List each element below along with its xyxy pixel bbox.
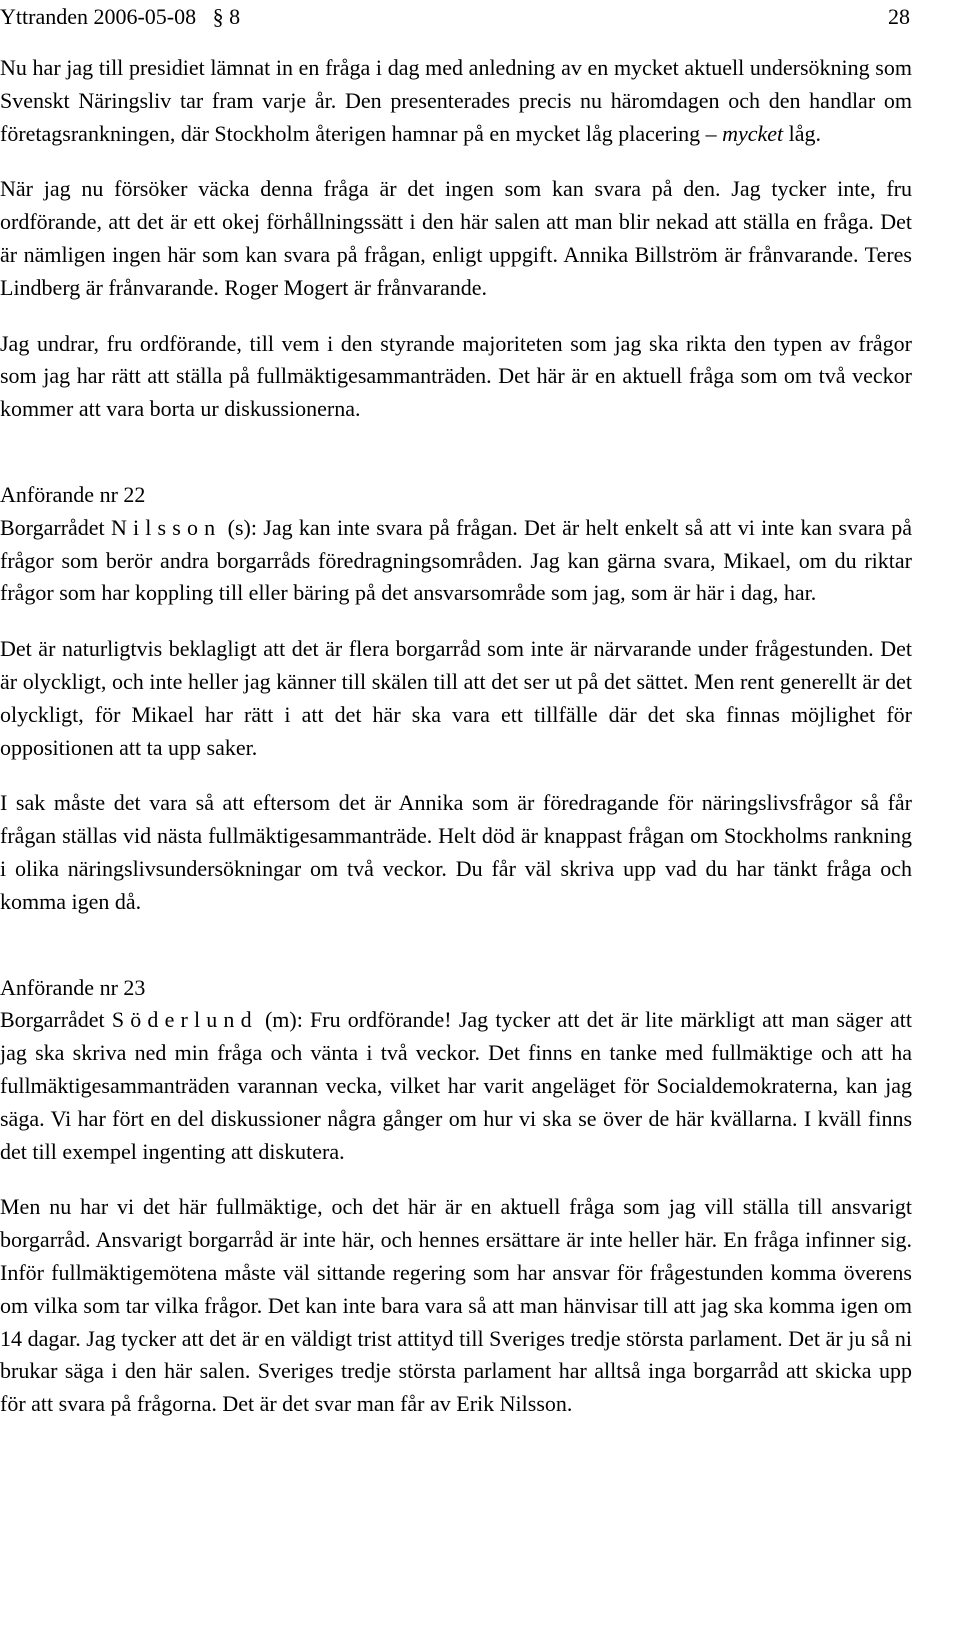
emphasis-text: mycket [722,120,784,146]
paragraph-text: (m): Fru ordförande! Jag tycker att det är lite märkligt att man säger att jag ska skriva ned min fråga och vänta i två veckor. Det finns en tanke med fullmäktige och att ha fullmäktigesammanträden varannan vecka, vilket har varit angeläget för Socialdemokraterna, kan jag säga. Vi har fört en del diskussioner några gånger om hur vi ska se över de här kvällarna. I kväll finns det till exempel ingenting att diskutera. [0,1007,913,1164]
speaker-title: Borgarrådet [0,1007,112,1033]
speech-heading: Anförande nr 23 [0,974,146,1000]
paragraph: När jag nu försöker väcka denna fråga är det ingen som kan svara på den. Jag tycker inte, fru ordförande, att det är ett okej förhållningssätt i den här salen att man blir nekad att ställa en fråga. Det är nämligen ingen här som kan svara på frågan, enligt uppgift. Annika Billström är frånvarande. Teres Lindberg är frånvarande. Roger Mogert är frånvarande. [0,176,912,300]
paragraph: Men nu har vi det här fullmäktige, och det här är en aktuell fråga som jag vill ställa till ansvarigt borgarråd. Ansvarigt borgarråd är inte här, och hennes ersättare är inte heller här. En fråga infinner sig. Inför fullmäktigemötena måste väl sittande regering som har ansvar för frågestunden komma överens om vilka som tar vilka frågor. Det kan inte bara vara så att man hänvisar till att jag ska komma igen om 14 dagar. Jag tycker att det är en väldigt trist attityd till Sveriges tredje största parlament. Det är ju så ni brukar säga i den här salen. Sveriges tredje största parlament har alltså inga borgarråd att skicka upp för att svara på frågorna. Det är det svar man får av Erik Nilsson. [0,1194,912,1417]
paragraph: I sak måste det vara så att eftersom det är Annika som är föredragande för näringslivsfrågor så får frågan ställas vid nästa fullmäktigesammanträde. Helt död är knappast frågan om Stockholms rankning i olika näringslivsundersökningar om två veckor. Du får väl skriva upp vad du har tänkt fråga och komma igen då. [0,790,912,914]
paragraph [0,512,912,610]
speaker-name: Nilsson [110,514,222,540]
page-number: 28 [888,4,910,29]
header-date-section: Yttranden 2006-05-08 § 8 [0,4,241,29]
page-header [0,2,928,32]
paragraph [0,52,912,150]
paragraph [0,1004,912,1168]
paragraph-text: Nu har jag till presidiet lämnat in en fråga i dag med anledning av en mycket aktuell undersökning som Svenskt Näringsliv tar fram varje år. Den presenterades precis nu häromdagen och den handlar om företagsrankningen, där Stockholm återigen hamnar på en mycket låg placering – [0,55,912,146]
document-body [0,52,912,1421]
paragraph-text: låg. [783,120,822,146]
speech-heading: Anförande nr 22 [0,481,146,507]
paragraph: Jag undrar, fru ordförande, till vem i den styrande majoriteten som jag ska rikta den typen av frågor som jag har rätt att ställa på fullmäktigesammanträden. Det här är en aktuell fråga som om två veckor kommer att vara borta ur diskussionerna. [0,330,912,422]
paragraph: Det är naturligtvis beklagligt att det är flera borgarråd som inte är närvarande under frågestunden. Det är olyckligt, och inte heller jag känner till skälen till att det ser ut på det sättet. Men rent generellt är det olyckligt, för Mikael har rätt i att det här ska vara ett tillfälle där det ska finnas möjlighet för oppositionen att ta upp saker. [0,636,912,760]
speaker-name: Söderlund [111,1007,258,1033]
speaker-title: Borgarrådet [0,514,111,540]
paragraph-text: (s): Jag kan inte svara på frågan. Det är helt enkelt så att vi inte kan svara på frågor som berör andra borgarråds föredragningsområden. Jag kan gärna svara, Mikael, om du riktar frågor som har koppling till eller bäring på det ansvarsområde som jag, som är här i dag, har. [0,514,912,606]
